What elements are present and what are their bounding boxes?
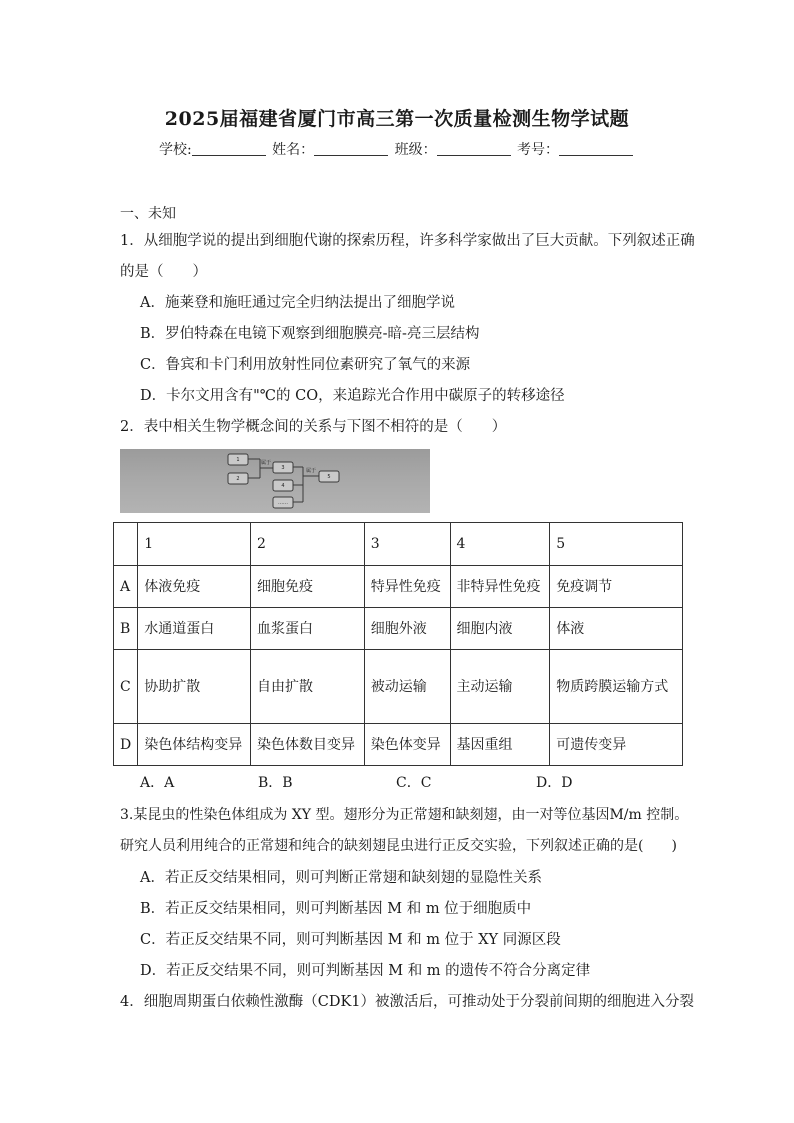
- table-header-cell: [114, 523, 138, 566]
- table-cell: 水通道蛋白: [138, 608, 251, 650]
- diagram-box-ellipsis: ……: [278, 500, 288, 506]
- student-info-line: [0, 139, 794, 159]
- q3-option-d: D．若正反交结果不同，则可判断基因 M 和 m 的遗传不符合分离定律: [140, 963, 591, 979]
- table-cell: 细胞外液: [364, 608, 450, 650]
- q3-option-c: C．若正反交结果不同，则可判断基因 M 和 m 位于 XY 同源区段: [140, 932, 561, 948]
- q3-option-b: B．若正反交结果相同，则可判断基因 M 和 m 位于细胞质中: [140, 901, 532, 917]
- q2-stem: 2．表中相关生物学概念间的关系与下图不相符的是（ ）: [120, 419, 507, 435]
- table-header-cell: 1: [138, 523, 251, 566]
- table-cell: A: [114, 566, 138, 608]
- concept-table: [113, 522, 683, 766]
- table-row: [114, 566, 683, 608]
- table-cell: D: [114, 724, 138, 766]
- table-header-cell: 3: [364, 523, 450, 566]
- table-row: [114, 650, 683, 724]
- table-row: [114, 608, 683, 650]
- table-header-cell: 4: [450, 523, 550, 566]
- diagram-box-5: 5: [327, 474, 331, 480]
- table-cell: 自由扩散: [250, 650, 364, 724]
- table-cell: 被动运输: [364, 650, 450, 724]
- concept-diagram: [120, 449, 430, 513]
- table-cell: 主动运输: [450, 650, 550, 724]
- name-blank[interactable]: [314, 141, 388, 156]
- table-cell: 体液: [550, 608, 683, 650]
- table-cell: 可遗传变异: [550, 724, 683, 766]
- diagram-box-1: 1: [236, 457, 240, 463]
- table-header-cell: 2: [250, 523, 364, 566]
- diagram-arrow-label-2: 属于: [305, 468, 317, 474]
- table-cell: 染色体变异: [364, 724, 450, 766]
- q3-option-a: A．若正反交结果相同，则可判断正常翅和缺刻翅的显隐性关系: [140, 870, 542, 886]
- table-header-cell: 5: [550, 523, 683, 566]
- table-cell: 细胞免疫: [250, 566, 364, 608]
- table-cell: B: [114, 608, 138, 650]
- table-row: [114, 724, 683, 766]
- table-cell: 基因重组: [450, 724, 550, 766]
- q2-answer-d: D．D: [536, 775, 573, 791]
- table-cell: 染色体结构变异: [138, 724, 251, 766]
- q1-stem-line2: 的是（ ）: [120, 264, 207, 280]
- class-label: 班级：: [394, 142, 437, 158]
- diagram-box-3: 3: [281, 465, 285, 471]
- table-cell: 体液免疫: [138, 566, 251, 608]
- q1-option-d: D．卡尔文用含有"℃的 CO，来追踪光合作用中碳原子的转移途径: [140, 388, 565, 404]
- table-cell: 细胞内液: [450, 608, 550, 650]
- table-header-row: [114, 523, 683, 566]
- q1-stem-line1: 1．从细胞学说的提出到细胞代谢的探索历程，许多科学家做出了巨大贡献。下列叙述正确: [120, 233, 695, 249]
- concept-diagram-photo: [120, 449, 430, 513]
- section-heading: 一、未知: [120, 206, 176, 222]
- name-label: 姓名：: [272, 142, 315, 158]
- table-cell: C: [114, 650, 138, 724]
- table-cell: 特异性免疫: [364, 566, 450, 608]
- q4-stem-line1: 4．细胞周期蛋白依赖性激酶（CDK1）被激活后，可推动处于分裂前间期的细胞进入分裂: [120, 994, 694, 1010]
- diagram-box-4: 4: [281, 483, 285, 489]
- q2-answer-b: B．B: [258, 775, 293, 791]
- q3-stem-line2: 研究人员利用纯合的正常翅和纯合的缺刻翅昆虫进行正反交实验，下列叙述正确的是( ): [120, 838, 677, 854]
- diagram-arrow-label-1: 属于: [260, 460, 272, 466]
- exam-number-blank[interactable]: [559, 141, 633, 156]
- exam-number-label: 考号：: [517, 142, 560, 158]
- school-label: 学校:: [158, 142, 192, 158]
- table-cell: 物质跨膜运输方式: [550, 650, 683, 724]
- table-cell: 非特异性免疫: [450, 566, 550, 608]
- school-blank[interactable]: [192, 141, 266, 156]
- table-cell: 协助扩散: [138, 650, 251, 724]
- q2-answer-a: A．A: [140, 775, 175, 791]
- q2-answer-c: C．C: [396, 775, 432, 791]
- table-cell: 染色体数目变异: [250, 724, 364, 766]
- page-title: 2025届福建省厦门市高三第一次质量检测生物学试题: [164, 108, 630, 130]
- class-blank[interactable]: [437, 141, 511, 156]
- table-cell: 免疫调节: [550, 566, 683, 608]
- q1-option-a: A．施莱登和施旺通过完全归纳法提出了细胞学说: [140, 295, 455, 311]
- q1-option-c: C．鲁宾和卡门利用放射性同位素研究了氧气的来源: [140, 357, 471, 373]
- table-cell: 血浆蛋白: [250, 608, 364, 650]
- diagram-box-2: 2: [236, 476, 240, 482]
- q3-stem-line1: 3.某昆虫的性染色体组成为 XY 型。翅形分为正常翅和缺刻翅，由一对等位基因M/m 控制。: [120, 807, 689, 823]
- q1-option-b: B．罗伯特森在电镜下观察到细胞膜亮-暗-亮三层结构: [140, 326, 480, 342]
